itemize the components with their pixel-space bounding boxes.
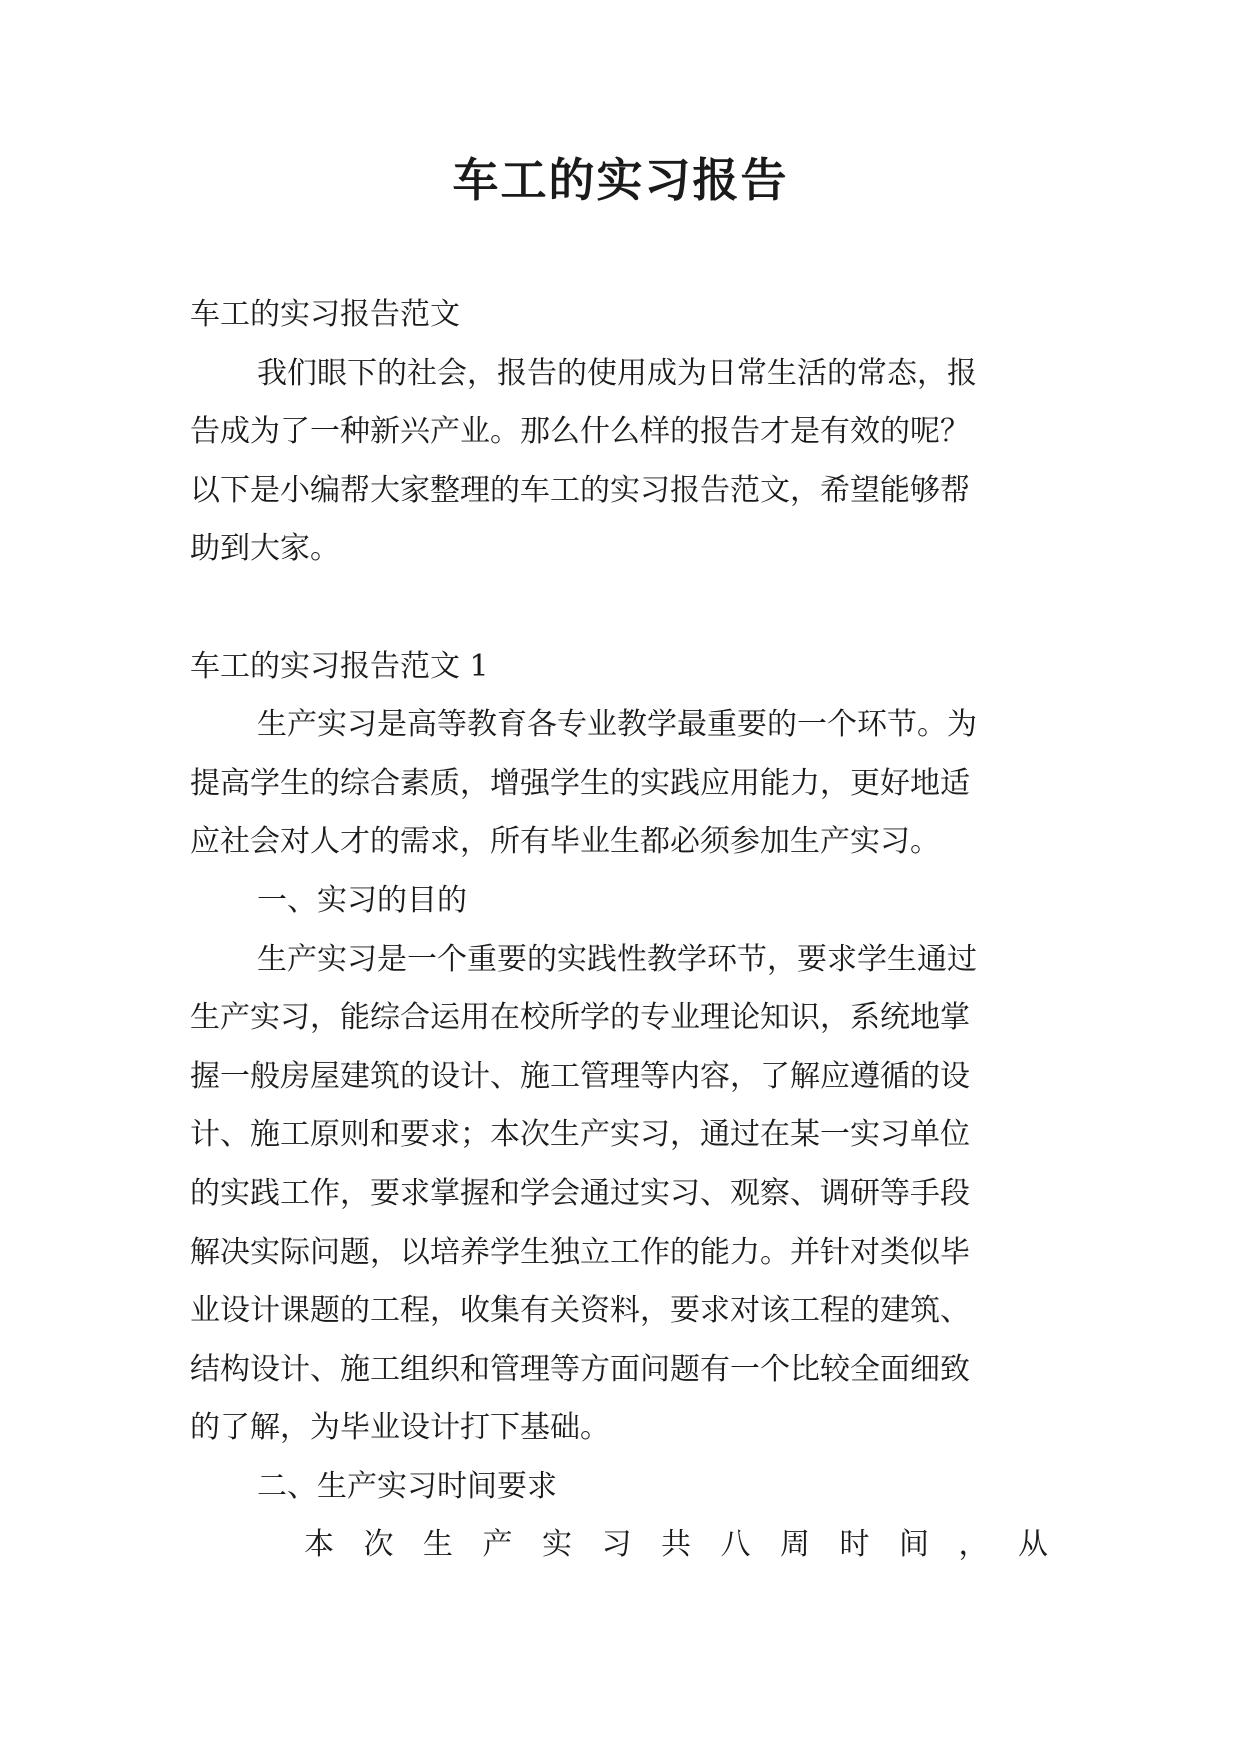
paragraph-line: 应社会对人才的需求，所有毕业生都必须参加生产实习。: [190, 824, 940, 860]
section-heading: 二、生产实习时间要求: [257, 1468, 557, 1504]
char: 实: [542, 1527, 572, 1563]
paragraph-line: 的了解，为毕业设计打下基础。: [190, 1410, 610, 1446]
paragraph-line: 提高学生的综合素质，增强学生的实践应用能力，更好地适: [190, 765, 970, 801]
char: 习: [601, 1527, 632, 1563]
paragraph-line: 结构设计、施工组织和管理等方面问题有一个比较全面细致: [190, 1351, 970, 1387]
char: 时: [839, 1527, 870, 1563]
char: ，: [958, 1527, 989, 1563]
char: 共: [661, 1527, 691, 1563]
char: 周: [780, 1527, 810, 1563]
paragraph-line: 握一般房屋建筑的设计、施工管理等内容，了解应遵循的设: [190, 1058, 970, 1094]
paragraph-line: 生产实习是一个重要的实践性教学环节，要求学生通过: [257, 941, 977, 977]
paragraph-line: 生产实习，能综合运用在校所学的专业理论知识，系统地掌: [190, 1000, 970, 1036]
paragraph-line: 业设计课题的工程，收集有关资料，要求对该工程的建筑、: [190, 1293, 970, 1329]
char: 八: [720, 1527, 751, 1563]
paragraph-line: 解决实际问题，以培养学生独立工作的能力。并针对类似毕: [190, 1234, 970, 1270]
paragraph-line: 生产实习是高等教育各专业教学最重要的一个环节。为: [257, 707, 977, 743]
paragraph-line: 我们眼下的社会，报告的使用成为日常生活的常态，报: [257, 355, 977, 391]
blank-line: [190, 579, 1060, 638]
section-heading: 一、实习的目的: [257, 882, 467, 918]
document-title: 车工的实习报告: [452, 153, 789, 207]
char: 生: [423, 1527, 453, 1563]
subtitle-line: 车工的实习报告范文: [190, 297, 460, 332]
char: 产: [482, 1527, 513, 1563]
char: 从: [1018, 1527, 1048, 1563]
paragraph-line: 的实践工作，要求掌握和学会通过实习、观察、调研等手段: [190, 1175, 970, 1211]
section-heading: 车工的实习报告范文 1: [190, 648, 489, 684]
paragraph-line: 计、施工原则和要求；本次生产实习，通过在某一实习单位: [190, 1117, 970, 1153]
paragraph-line: 以下是小编帮大家整理的车工的实习报告范文，希望能够帮: [190, 472, 970, 508]
char: 间: [899, 1527, 929, 1563]
paragraph-line: 助到大家。: [190, 531, 340, 567]
paragraph-line: 告成为了一种新兴产业。那么什么样的报告才是有效的呢？: [190, 414, 970, 450]
char: 本: [304, 1527, 334, 1563]
char: 次: [363, 1527, 394, 1563]
document-body: [190, 286, 1060, 1575]
justified-last-line: [190, 1516, 1060, 1575]
